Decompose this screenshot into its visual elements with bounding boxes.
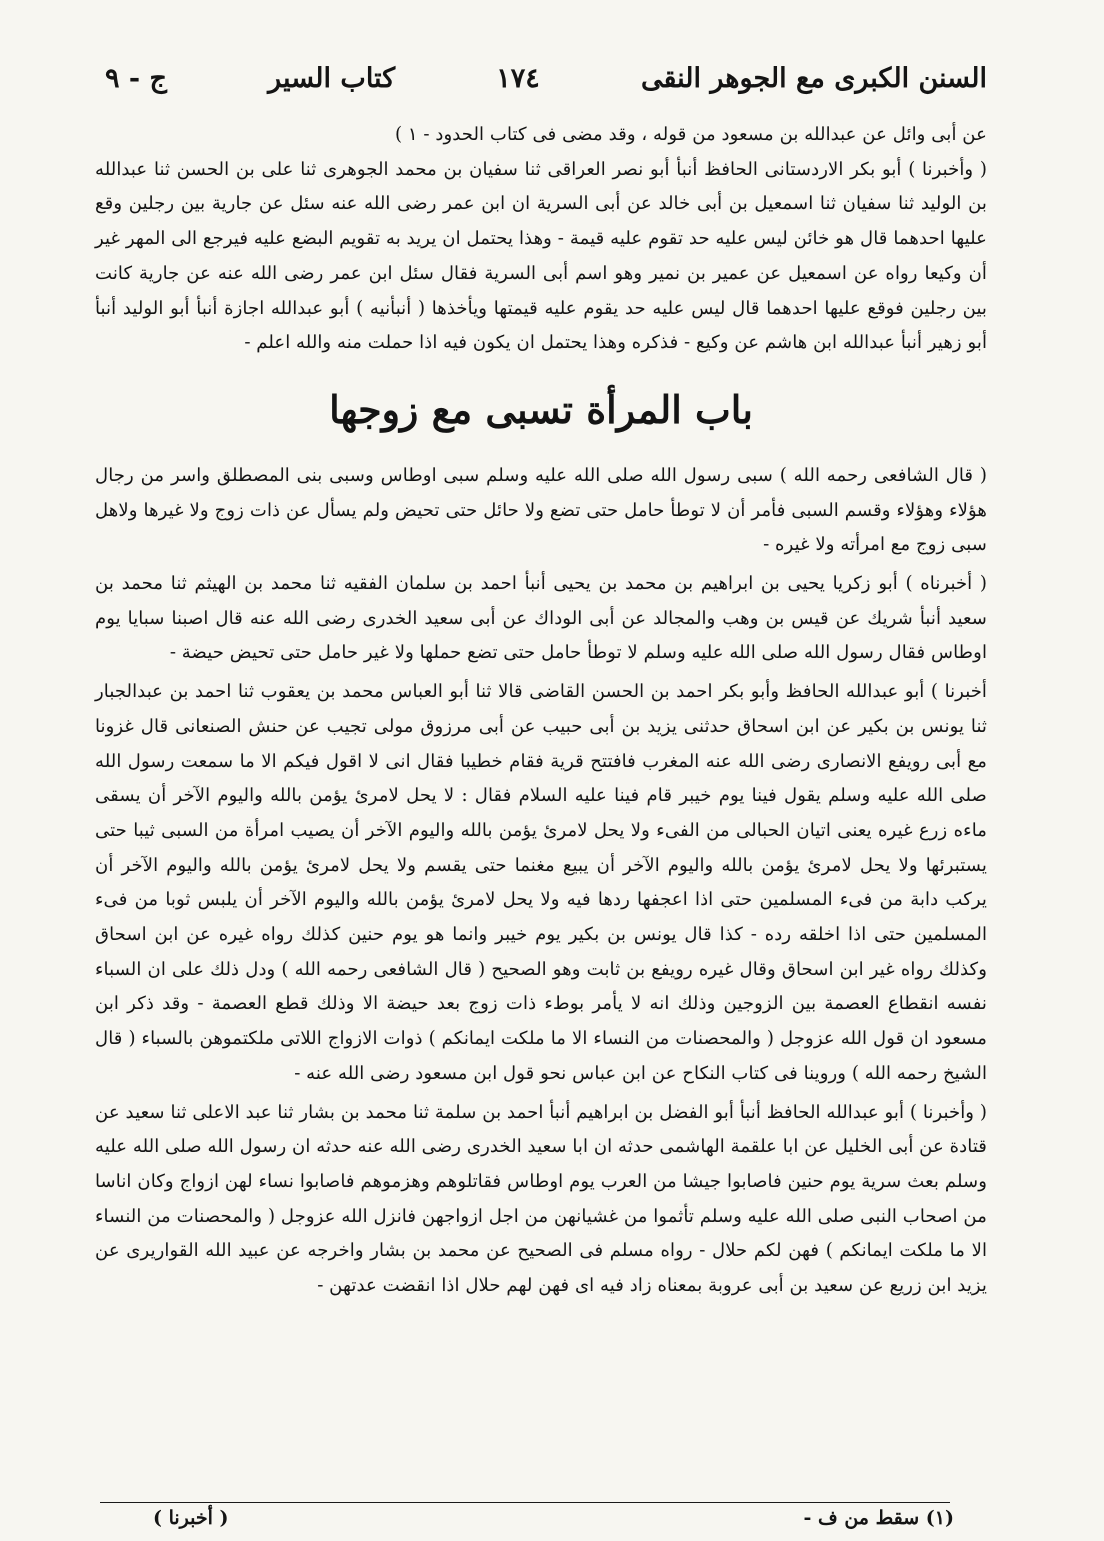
footnote-divider — [100, 1502, 950, 1503]
paragraph: ( وأخبرنا ) أبو بكر الاردستانى الحافظ أنبأ أبو نصر العراقى ثنا سفيان بن محمد الجوهرى ثنا على بن الحسن ثنا عبدالله بن الوليد ثنا سفيان ثنا اسمعيل بن أبى خالد عن أبى السرية ان ابن عمر رضى الله عنه سئل عن جارية بين رجلين وقع عليها احدهما قال هو خائن ليس عليه حد تقوم عليه قيمة - وهذا يحتمل ان يريد به تقويم البضع عليه فيرجع الى المهر غير أن وكيعا رواه عن اسمعيل عن عمير بن نمير وهو اسم أبى السرية فقال سئل ابن عمر رضى الله عنه عن جارية كانت بين رجلين فوقع عليها احدهما قال ليس عليه حد يقوم عليه قيمتها ويأخذها ( أنبأنيه ) أبو عبدالله اجازة أنبأ أبو الوليد أنبأ أبو زهير أنبأ عبدالله ابن هاشم عن وكيع - فذكره وهذا يحتمل ان يكون فيه اذا حملت منه والله اعلم - — [95, 158, 987, 354]
section-title: كتاب السير — [268, 62, 396, 94]
paragraph: عن أبى وائل عن عبدالله بن مسعود من قوله ، وقد مضى فى كتاب الحدود - ١ ) — [394, 124, 987, 145]
paragraph: ( أخبرناه ) أبو زكريا يحيى بن ابراهيم بن محمد بن يحيى أنبأ احمد بن سلمان الفقيه ثنا محمد بن الهيثم ثنا محمد بن سعيد أنبأ شريك عن قيس بن وهب والمجالد عن أبى الوداك عن أبى سعيد الخدرى رضى الله عنه قال اصبنا سبايا يوم اوطاس فقال رسول الله صلى الله عليه وسلم لا توطأ حامل حتى تضع حملها ولا غير حامل حتى تحيض حيضة - — [95, 573, 987, 664]
volume-number: ج - ٩ — [105, 62, 167, 94]
page-number: ١٧٤ — [496, 62, 540, 94]
book-title: السنن الكبرى مع الجوهر النقى — [640, 62, 987, 94]
chapter-heading: باب المرأة تسبى مع زوجها — [329, 386, 753, 432]
main-text — [95, 118, 987, 1304]
footnote-text: (١) سقط من ف - — [803, 1507, 954, 1529]
paragraph: أخبرنا ) أبو عبدالله الحافظ وأبو بكر احمد بن الحسن القاضى قالا ثنا أبو العباس محمد بن يعقوب ثنا احمد بن عبدالجبار ثنا يونس بن بكير عن ابن اسحاق حدثنى يزيد بن أبى حبيب عن أبى مرزوق مولى تجيب عن حنش الصنعانى قال غزونا مع أبى رويفع الانصارى رضى الله عنه المغرب فافتتح قرية فقام خطيبا فقال انى لا اقول فيكم الا ما سمعت رسول الله صلى الله عليه وسلم يقول فينا يوم خيبر قام فينا عليه السلام فقال : لا يحل لامرئ يؤمن بالله واليوم الآخر أن يسقى ماءه زرع غيره يعنى اتيان الحبالى من الفىء ولا يحل لامرئ يؤمن بالله واليوم الآخر أن يصيب امرأة من السبى ثيبا حتى يستبرئها ولا يحل لامرئ يؤمن بالله واليوم الآخر أن يبيع مغنما حتى يقسم ولا يحل لامرئ يؤمن بالله واليوم الآخر أن يركب دابة من فىء المسلمين حتى اذا اعجفها ردها فيه ولا يحل لامرئ يؤمن بالله واليوم الآخر أن يلبس ثوبا من فىء المسلمين حتى اذا اخلقه رده - كذا قال يونس بن بكير يوم خيبر وانما هو يوم حنين كذلك رواه غيره عن ابن اسحاق وكذلك رواه غير ابن اسحاق وقال غيره رويفع بن ثابت وهو الصحيح ( قال الشافعى رحمه الله ) ودل ذلك على ان السباء نفسه انقطاع العصمة بين الزوجين وذلك انه لا يأمر بوطء ذات زوج بعد حيضة الا وذلك قطع العصمة - وقد ذكر ابن مسعود ان قول الله عزوجل ( والمحصنات من النساء الا ما ملكت ايمانكم ) ذوات الازواج اللاتى ملكتموهن بالسباء ( قال الشيخ رحمه الله ) وروينا فى كتاب النكاح عن ابن عباس نحو قول ابن مسعود رضى الله عنه - — [95, 681, 987, 1084]
paragraph: ( قال الشافعى رحمه الله ) سبى رسول الله صلى الله عليه وسلم سبى اوطاس وسبى بنى المصطلق واسر من رجال هؤلاء وهؤلاء وقسم السبى فأمر أن لا توطأ حامل حتى تضع ولا حائل حتى تحيض ولم يسأل عن ذات زوج ولا غيرها ولاهل سبى زوج مع امرأته ولا غيره - — [95, 464, 987, 556]
running-header — [105, 58, 987, 98]
paragraph: ( وأخبرنا ) أبو عبدالله الحافظ أنبأ أبو الفضل بن ابراهيم أنبأ احمد بن سلمة ثنا محمد بن بشار ثنا عبد الاعلى ثنا سعيد عن قتادة عن أبى الخليل عن ابا علقمة الهاشمى حدثه ان ابا سعيد الخدرى رضى الله عنه حدثه ان رسول الله صلى الله عليه وسلم بعث سرية يوم حنين فاصابوا جيشا من العرب يوم اوطاس فقاتلوهم وهزموهم فاصابوا نساء لهن ازواج وكان اناسا من اصحاب النبى صلى الله عليه وسلم تأثموا من غشيانهن من اجل ازواجهن فانزل الله عزوجل ( والمحصنات من النساء الا ما ملكت ايمانكم ) فهن لكم حلال - رواه مسلم فى الصحيح عن محمد بن بشار واخرجه عن عبيد الله القواريرى عن يزيد ابن زريع عن سعيد بن أبى عروبة بمعناه زاد فيه اى فهن لهم حلال اذا انقضت عدتهن - — [95, 1101, 987, 1297]
footnote-catchword: ( أخبرنا ) — [153, 1507, 229, 1529]
